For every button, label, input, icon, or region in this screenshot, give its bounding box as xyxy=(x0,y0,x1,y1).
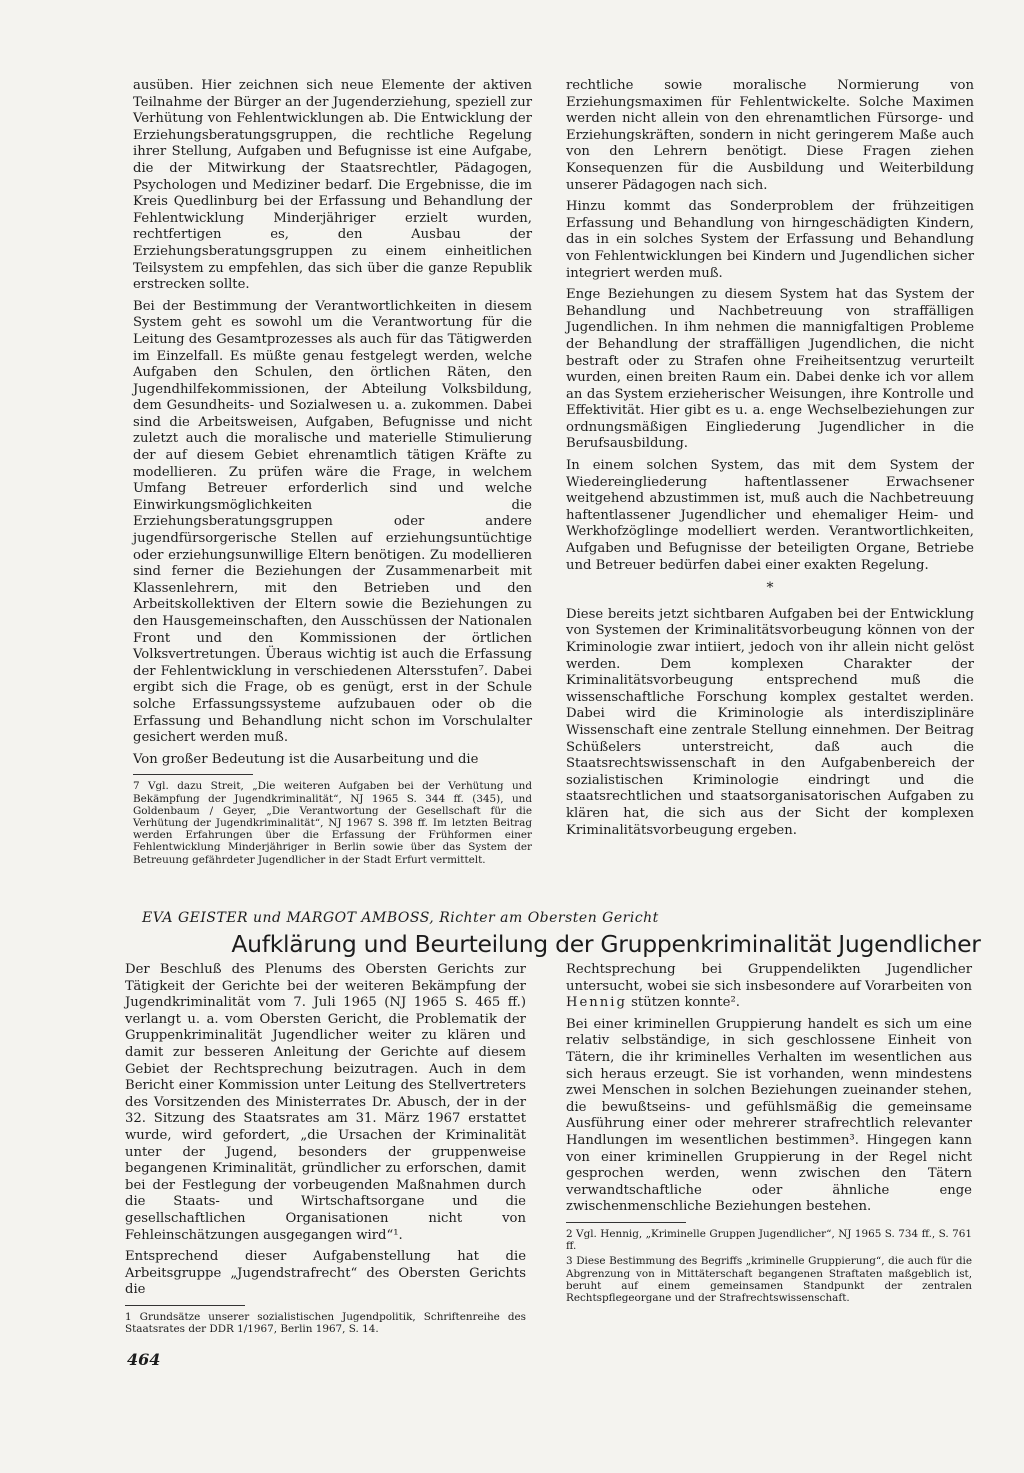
footnote-rule xyxy=(125,1305,245,1306)
paragraph: Hinzu kommt das Sonderproblem der frühzeitigen Erfassung und Behandlung von hirngeschädigten Kindern, das in ein solches System der Erfassung und Behandlung von Fehlentwicklungen bei Kindern und Jugendlichen sicher integriert werden muß. xyxy=(566,199,974,281)
page-number: 464 xyxy=(127,1350,161,1369)
footnote-rule xyxy=(566,1222,686,1223)
right-column-lower xyxy=(566,962,972,1307)
paragraph: rechtliche sowie moralische Normierung von Erziehungsmaximen für Fehlentwickelte. Solche Maximen werden nicht allein von den ehrenamtlichen Fürsorge- und Erziehungskräften, sondern in nicht geringerem Maße auch von den Lehrern benötigt. Diese Fragen ziehen Konsequenzen für die Ausbildung und Weiterbildung unserer Pädagogen nach sich. xyxy=(566,78,974,193)
paragraph xyxy=(566,962,972,1012)
paragraph: ausüben. Hier zeichnen sich neue Elemente der aktiven Teilnahme der Bürger an der Jugenderziehung, speziell zur Verhütung von Fehlentwicklungen ab. Die Entwicklung der Erziehungsberatungsgruppen, die rechtliche Regelung ihrer Stellung, Aufgaben und Befugnisse ist eine Aufgabe, die der Mitwirkung der Staatsrechtler, Pädagogen, Psychologen und Mediziner bedarf. Die Ergebnisse, die im Kreis Quedlinburg bei der Erfassung und Behandlung der Fehlentwicklung Minderjähriger erzielt wurden, rechtfertigen es, den Ausbau der Erziehungsberatungsgruppen zu einem einheitlichen Teilsystem zu empfehlen, das sich über die ganze Republik erstrecken sollte. xyxy=(133,78,532,293)
footnote-rule xyxy=(133,774,253,775)
paragraph: Entsprechend dieser Aufgabenstellung hat die Arbeitsgruppe „Jugendstrafrecht“ des Obersten Gerichts die xyxy=(125,1249,526,1298)
paragraph: Bei der Bestimmung der Verantwortlichkeiten in diesem System geht es sowohl um die Verantwortung für die Leitung des Gesamtprozesses als auch für das Tätigwerden im Einzelfall. Es müßte genau festgelegt werden, welche Aufgaben den Schulen, den örtlichen Räten, den Jugendhilfekommissionen, der Abteilung Volksbildung, dem Gesundheits- und Sozialwesen u. a. zukommen. Dabei sind die Arbeitsweisen, Aufgaben, Befugnisse und nicht zuletzt auch die moralische und materielle Stimulierung der auf diesem Gebiet ehrenamtlich tätigen Kräfte zu modellieren. Zu prüfen wäre die Frage, in welchem Umfang Betreuer erforderlich sind und welche Einwirkungsmöglichkeiten die Erziehungsberatungsgruppen oder andere jugendfürsorgerische Stellen auf erziehungsuntüchtige oder erziehungsunwillige Eltern benötigen. Zu modellieren sind ferner die Beziehungen der Zusammenarbeit mit Klassenlehrern, mit den Betrieben und den Arbeitskollektiven der Eltern sowie die Beziehungen zu den Hausgemeinschaften, den Ausschüssen der Nationalen Front und den Kommissionen der örtlichen Volksvertretungen. Überaus wichtig ist auch die Erfassung der Fehlentwicklung in verschiedenen Altersstufen⁷. Dabei ergibt sich die Frage, ob es genügt, erst in der Schule solche Erfassungssysteme aufzubauen oder ob die Erfassung und Behandlung nicht schon im Vorschulalter gesichert werden muß. xyxy=(133,298,532,746)
paragraph: In einem solchen System, das mit dem System der Wiedereingliederung haftentlassener Erwachsener weitgehend abzustimmen ist, muß auch die Nachbetreuung haftentlassener Jugendlicher und ehemaliger Heim- und Werkhofzöglinge modelliert werden. Verantwortlichkeiten, Aufgaben und Befugnisse der beteiligten Organe, Betriebe und Betreuer bedürfen dabei einer exakten Regelung. xyxy=(566,458,974,573)
paragraph: Von großer Bedeutung ist die Ausarbeitung und die xyxy=(133,751,479,767)
text-span: Rechtsprechung bei Gruppendelikten Jugendlicher untersucht, wobei sie sich insbesondere auf Vorarbeiten von xyxy=(566,962,972,994)
footnote-1 xyxy=(125,1311,526,1335)
footnote-text: 7 Vgl. dazu Streit, „Die weiteren Aufgaben bei der Verhütung und Bekämpfung der Jugendkriminalität“, NJ 1965 S. 344 ff. (345), und Goldenbaum / Geyer, „Die Verantwortung der Gesellschaft für die Verhütung der Jugendkriminalität“, NJ 1967 S. 398 ff. Im letzten Beitrag werden Erfahrungen über die Erfassung der Frühformen einer Fehlentwicklung Minderjähriger in Berlin sowie über das System der Betreuung gefährdeter Jugendlicher in der Stadt Erfurt vermittelt. xyxy=(133,780,532,866)
article-title: Aufklärung und Beurteilung der Gruppenkriminalität Jugendlicher xyxy=(231,930,981,958)
text-span: stützen konnte². xyxy=(626,995,740,1011)
section-separator: * xyxy=(766,580,774,597)
paragraph: Der Beschluß des Plenums des Obersten Gerichts zur Tätigkeit der Gerichte bei der weiteren Bekämpfung der Jugendkriminalität vom 7. Juli 1965 (NJ 1965 S. 465 ff.) verlangt u. a. vom Obersten Gericht, die Problematik der Gruppenkriminalität Jugendlicher weiter zu klären und damit zur besseren Anleitung der Gerichte auf diesem Gebiet der Rechtsprechung beizutragen. Auch in dem Bericht einer Kommission unter Leitung des Stellvertreters des Vorsitzenden des Ministerrates Dr. Abusch, der in der 32. Sitzung des Staatsrates am 31. März 1967 erstattet wurde, wird gefordert, „die Ursachen der Kriminalität unter der Jugend, besonders der gruppenweise begangenen Kriminalität, gründlicher zu erforschen, damit bei der Festlegung der vorbeugenden Maßnahmen durch die Staats- und Wirtschaftsorgane und die gesellschaftlichen Organisationen nicht von Fehleinschätzungen ausgegangen wird“¹. xyxy=(125,962,526,1243)
article-byline: EVA GEISTER und MARGOT AMBOSS, Richter am Obersten Gericht xyxy=(142,910,659,926)
footnotes xyxy=(566,1228,972,1304)
footnote-text: 1 Grundsätze unserer sozialistischen Jugendpolitik, Schriftenreihe des Staatsrates der DDR 1/1967, Berlin 1967, S. 14. xyxy=(125,1310,526,1336)
footnote-2: 2 Vgl. Hennig, „Kriminelle Gruppen Jugendlicher“, NJ 1965 S. 734 ff., S. 761 ff. xyxy=(566,1227,972,1253)
footnote-7 xyxy=(133,780,532,865)
left-column-upper xyxy=(133,78,532,869)
paragraph: Bei einer kriminellen Gruppierung handelt es sich um eine relativ selbständige, in sich geschlossene Einheit von Tätern, die ihr kriminelles Verhalten im wesentlichen aus sich heraus erzeugt. Sie ist vorhanden, wenn mindestens zwei Menschen in solchen Beziehungen zueinander stehen, die bewußtseins- und gefühlsmäßig die gemeinsame Ausführung einer oder mehrerer strafrechtlich relevanter Handlungen im wesentlichen bestimmen³. Hingegen kann von einer kriminellen Gruppierung in der Regel nicht gesprochen werden, wenn zwischen den Tätern verwandtschaftliche oder ähnliche enge zwischenmenschliche Beziehungen bestehen. xyxy=(566,1016,972,1215)
right-column-upper xyxy=(566,78,974,844)
author-name: Hennig xyxy=(566,995,627,1011)
paragraph: Diese bereits jetzt sichtbaren Aufgaben bei der Entwicklung von Systemen der Kriminalitätsvorbeugung können von der Kriminologie zwar intiiert, jedoch von ihr allein nicht gelöst werden. Dem komplexen Charakter der Kriminalitätsvorbeugung entsprechend muß die wissenschaftliche Forschung komplex gestaltet werden. Dabei wird die Kriminologie als interdisziplinäre Wissenschaft eine zentrale Stellung einnehmen. Der Beitrag Schüßelers unterstreicht, daß auch die Staatsrechtswissenschaft in den Aufgabenbereich der sozialistischen Kriminologie eindringt und die staatsrechtlichen und staatsorganisatorischen Aufgaben zu klären hat, die sich aus der Sicht der komplexen Kriminalitätsvorbeugung ergeben. xyxy=(566,606,974,838)
left-column-lower xyxy=(125,962,526,1338)
footnote-3: 3 Diese Bestimmung des Begriffs „kriminelle Gruppierung“, die auch für die Abgrenzung von in Mittäterschaft begangenen Straftaten maßgeblich ist, beruht auf einem gemeinsamen Standpunkt der zentralen Rechtspflegeorgane und der Strafrechtswissenschaft. xyxy=(566,1255,972,1304)
paragraph: Enge Beziehungen zu diesem System hat das System der Behandlung und Nachbetreuung von straffälligen Jugendlichen. In ihm nehmen die mannigfaltigen Probleme der Behandlung der straffälligen Jugendlichen, die nicht bestraft oder zu Strafen ohne Freiheitsentzug verurteilt wurden, einen breiten Raum ein. Dabei denke ich vor allem an das System erzieherischer Weisungen, ihre Kontrolle und Effektivität. Hier gibt es u. a. enge Wechselbeziehungen zur ordnungsmäßigen Eingliederung Jugendlicher in die Berufsausbildung. xyxy=(566,287,974,452)
